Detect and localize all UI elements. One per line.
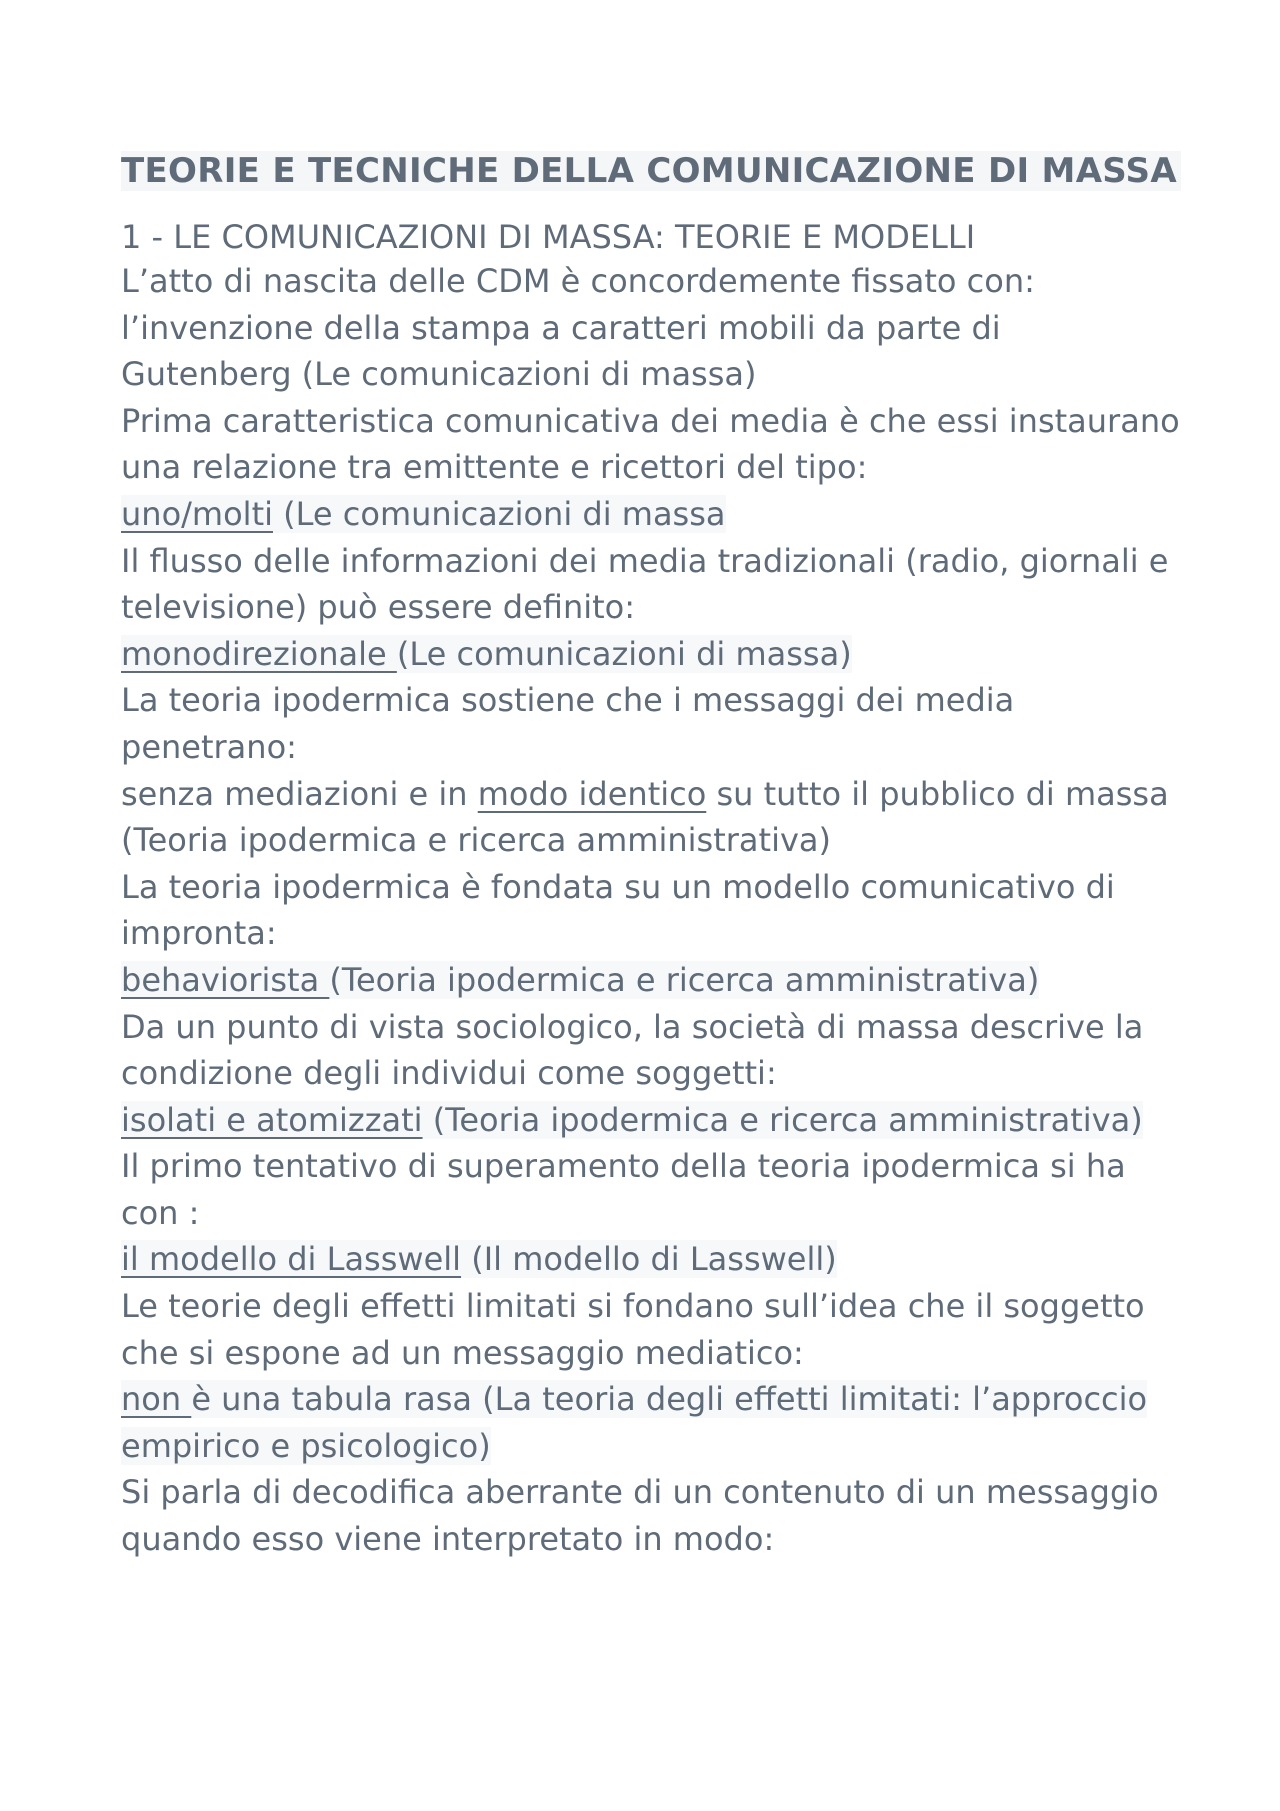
answer-text: uno/molti (Le comunicazioni di massa [121,494,726,533]
question-text: Si parla di decodifica aberrante di un contenuto di un messaggio quando esso viene interpretato in modo: [121,1473,1159,1559]
answer-text: il modello di Lasswell (Il modello di Lasswell) [121,1240,837,1279]
qa-item-8 [121,1283,1181,1469]
underlined-answer: isolati e atomizzati [121,1100,423,1139]
qa-item-6 [121,1004,1181,1144]
question-text: Il flusso delle informazioni dei media tradizionali (radio, giornali e televisione) può essere definito: [121,541,1169,627]
question-text: Prima caratteristica comunicativa dei media è che essi instaurano una relazione tra emittente e ricettori del tipo: [121,401,1180,487]
underlined-answer: uno/molti [121,494,273,533]
question-text: Le teorie degli effetti limitati si fondano sull’idea che il soggetto che si espone ad un messaggio mediatico: [121,1287,1145,1372]
section-heading: 1 - LE COMUNICAZIONI DI MASSA: TEORIE E MODELLI [121,218,976,256]
answer-text: isolati e atomizzati (Teoria ipodermica e ricerca amministrativa) [121,1100,1143,1139]
answer-text: monodirezionale (Le comunicazioni di massa) [121,634,852,673]
question-text: Da un punto di vista sociologico, la società di massa descrive la condizione degli individui come soggetti: [121,1007,1144,1093]
document-title: TEORIE E TECNICHE DELLA COMUNICAZIONE DI MASSA [121,148,1181,195]
document-page [121,148,1181,1563]
question-text: La teoria ipodermica sostiene che i messaggi dei media penetrano: [121,681,1015,766]
qa-item-7 [121,1143,1181,1283]
question-text: La teoria ipodermica è fondata su un modello comunicativo di impronta: [121,867,1115,953]
document-body [121,258,1181,1563]
answer-text: non è una tabula rasa (La teoria degli effetti limitati: l’approccio empirico e psicologico) [121,1380,1148,1465]
qa-item-3 [121,538,1181,678]
qa-item-5 [121,864,1181,1004]
underlined-answer: non [121,1380,192,1419]
qa-item-2 [121,398,1181,538]
underlined-answer: il modello di Lasswell [121,1240,462,1279]
question-text: Il primo tentativo di superamento della teoria ipodermica si ha con : [121,1147,1126,1232]
qa-item-9 [121,1469,1181,1562]
qa-item-1 [121,258,1181,398]
answer-text: l’invenzione della stampa a caratteri mobili da parte di Gutenberg (Le comunicazioni di massa) [121,308,1001,394]
question-text: L’atto di nascita delle CDM è concordemente fissato con: [121,262,1035,300]
underlined-answer: behaviorista [121,960,330,999]
underlined-answer: modo identico [477,774,707,813]
answer-text: behaviorista (Teoria ipodermica e ricerca amministrativa) [121,960,1040,999]
underlined-answer: monodirezionale [121,634,397,673]
qa-item-4 [121,677,1181,863]
answer-text: senza mediazioni e in modo identico su tutto il pubblico di massa (Teoria ipodermica e ricerca amministrativa) [121,774,1169,860]
